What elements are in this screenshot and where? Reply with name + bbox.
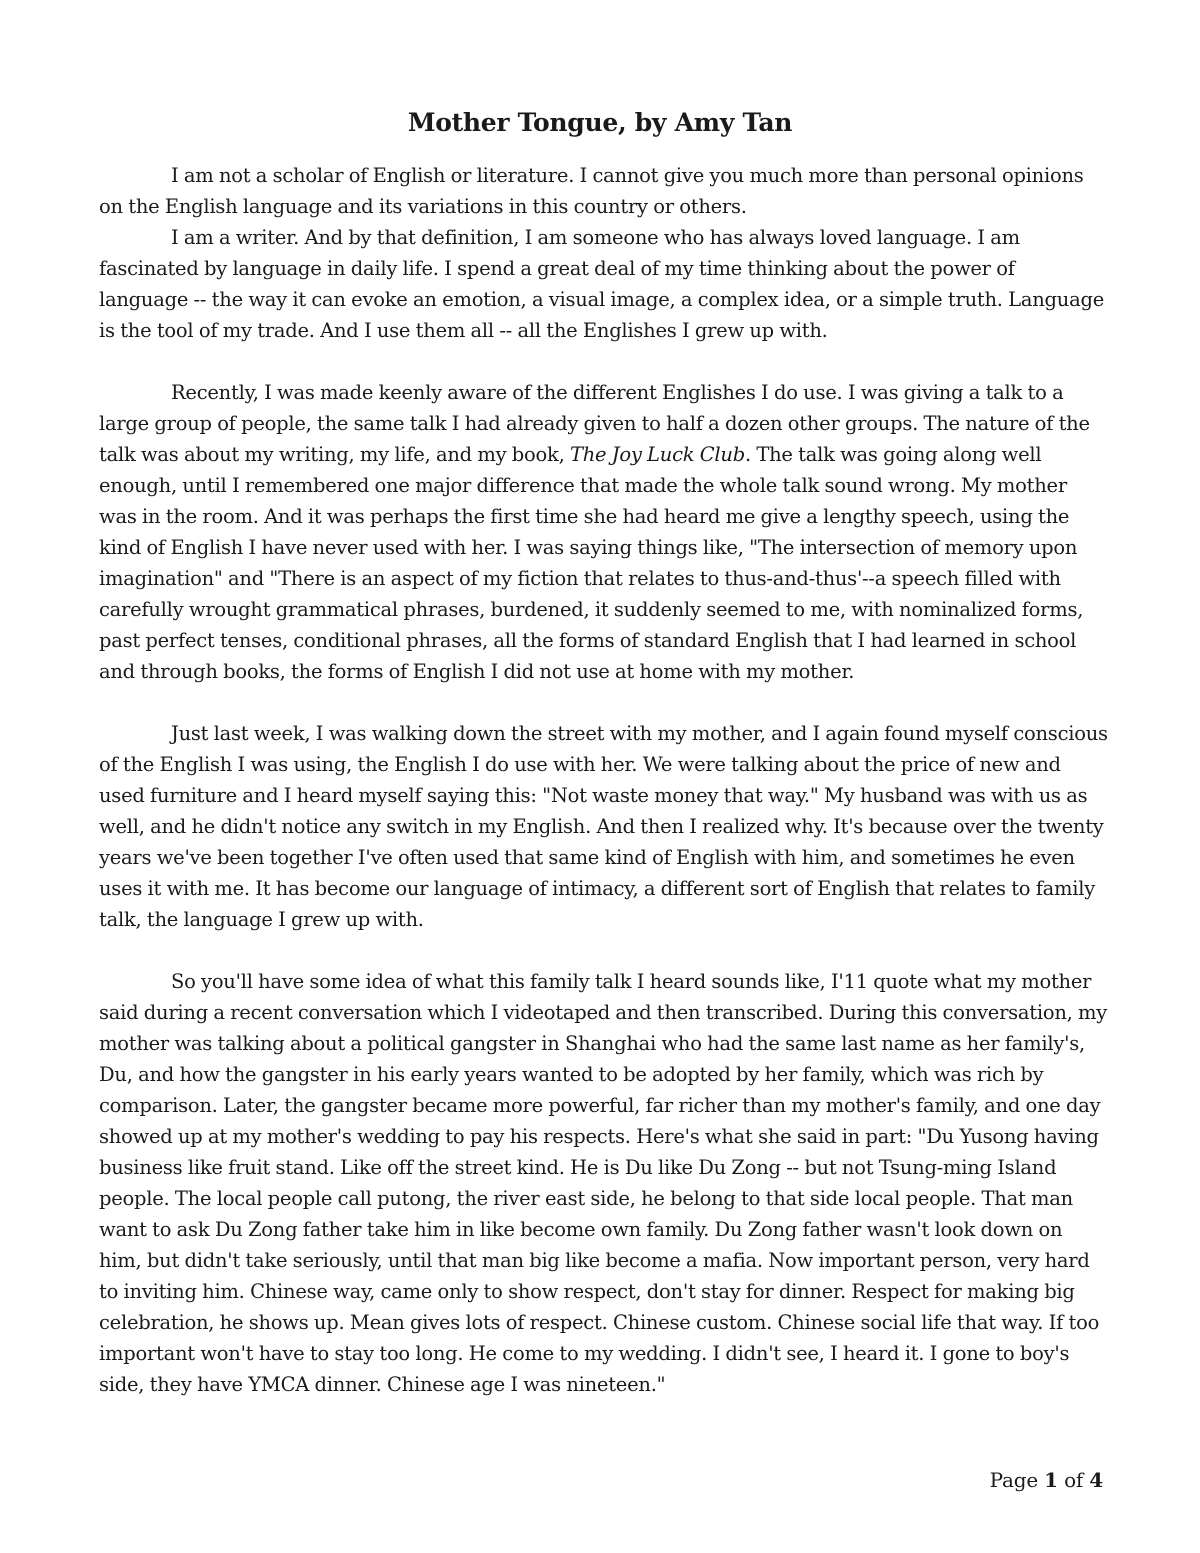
paragraph-2: I am a writer. And by that definition, I am someone who has always loved language. I am fascinated by language in daily life. I spend a great deal of my time thinking about the power of language -- the way it can evoke an emotion, a visual image, a complex idea, or a simple truth. Language is the tool of my trade. And I use them all -- all the Englishes I grew up with.	[99, 226, 1104, 342]
paragraph-4: Just last week, I was walking down the street with my mother, and I again found myself conscious of the English I was using, the English I do use with her. We were talking about the price of new and used furniture and I heard myself saying this: "Not waste money that way." My husband was with us as well, and he didn't notice any switch in my English. And then I realized why. It's because over the twenty years we've been together I've often used that same kind of English with him, and sometimes he even uses it with me. It has become our language of intimacy, a different sort of English that relates to family talk, the language I grew up with.	[99, 722, 1108, 931]
current-page: 1	[1044, 1468, 1058, 1492]
paragraph-3-text-before: Recently, I was made keenly aware of the different Englishes I do use. I was giving a talk to a large group of people, the same talk I had already given to half a dozen other groups. The nature of the talk was about my writing, my life, and my book,	[99, 381, 1090, 466]
document-body	[99, 160, 1109, 1400]
total-pages: 4	[1089, 1468, 1103, 1492]
paragraph-3-text-after: . The talk was going along well enough, until I remembered one major difference that made the whole talk sound wrong. My mother was in the room. And it was perhaps the first time she had heard me give a lengthy speech, using the kind of English I have never used with her. I was saying things like, "The intersection of memory upon imagination" and "There is an aspect of my fiction that relates to thus-and-thus'--a speech filled with carefully wrought grammatical phrases, burdened, it suddenly seemed to me, with nominalized forms, past perfect tenses, conditional phrases, all the forms of standard English that I had learned in school and through books, the forms of English I did not use at home with my mother.	[99, 443, 1084, 683]
document-title: Mother Tongue, by Amy Tan	[407, 107, 793, 137]
of-label: of	[1064, 1468, 1084, 1492]
paragraph-3	[99, 377, 1109, 687]
book-title: The Joy Luck Club	[569, 443, 745, 466]
paragraph-1: I am not a scholar of English or literature. I cannot give you much more than personal opinions on the English language and its variations in this country or others.	[99, 164, 1084, 218]
page-number	[990, 1466, 1103, 1494]
page-label: Page	[989, 1468, 1038, 1492]
paragraph-5: So you'll have some idea of what this family talk I heard sounds like, I'11 quote what my mother said during a recent conversation which I videotaped and then transcribed. During this conversation, my mother was talking about a political gangster in Shanghai who had the same last name as her family's, Du, and how the gangster in his early years wanted to be adopted by her family, which was rich by comparison. Later, the gangster became more powerful, far richer than my mother's family, and one day showed up at my mother's wedding to pay his respects. Here's what she said in part: "Du Yusong having business like fruit stand. Like off the street kind. He is Du like Du Zong -- but not Tsung-ming Island people. The local people call putong, the river east side, he belong to that side local people. That man want to ask Du Zong father take him in like become own family. Du Zong father wasn't look down on him, but didn't take seriously, until that man big like become a mafia. Now important person, very hard to inviting him. Chinese way, came only to show respect, don't stay for dinner. Respect for making big celebration, he shows up. Mean gives lots of respect. Chinese custom. Chinese social life that way. If too important won't have to stay too long. He come to my wedding. I didn't see, I heard it. I gone to boy's side, they have YMCA dinner. Chinese age I was nineteen."	[99, 970, 1108, 1396]
